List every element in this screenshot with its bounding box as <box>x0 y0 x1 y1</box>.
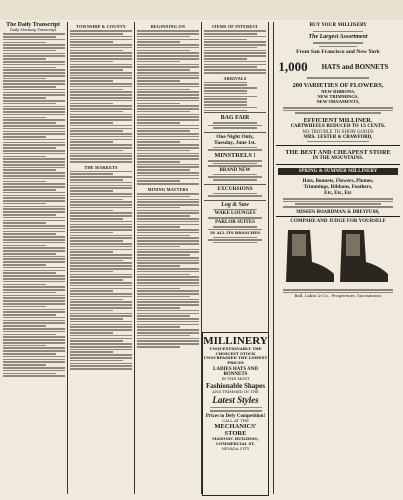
ad-cartwheels: CARTWHEELS REDUCED TO 15 CENTS. <box>290 122 386 128</box>
column-rule <box>273 22 274 494</box>
ad-address: MASONIC BUILDING, COMMERCIAL ST. <box>212 436 259 446</box>
column-heading: TOWNSHIP & COUNTY <box>76 24 126 29</box>
ad-trimmings-list: Trimmings, Ribbons, Feathers, <box>303 184 373 191</box>
ad-trimmings: NEW TRIMMINGS, <box>317 93 359 99</box>
millinery-ad <box>202 332 269 496</box>
ad-tagline-2: UNSURPASSED THE LOWEST PRICES <box>203 355 268 365</box>
ad-prices: Prices to Defy Competition! <box>205 413 266 419</box>
ad-ladies: LADIES HATS AND BONNETS <box>213 367 258 378</box>
ad-fashionable: Fashionable Shapes <box>206 381 265 390</box>
ads-column <box>276 22 400 494</box>
tuesday: Tuesday, June 1st. <box>214 139 256 146</box>
ad-varieties: 200 VARIETIES OF FLOWERS, <box>292 81 384 89</box>
log-saw: Log & Saw <box>221 201 249 208</box>
ad-latest: Latest Styles <box>212 394 259 405</box>
column-3 <box>137 22 199 494</box>
ad-city: NEVADA CITY <box>221 445 250 451</box>
ad-spring-banner <box>278 168 398 175</box>
column-heading: ARRIVALS <box>223 75 247 81</box>
shoe-illustration <box>276 226 400 288</box>
ad-etc: Etc, Etc, Etc <box>324 190 352 197</box>
column-1 <box>3 22 65 494</box>
ad-from-sf: From San Francisco and New York <box>296 49 380 56</box>
ad-most: IN THE MOST <box>221 376 250 382</box>
ad-no-trouble: NO TROUBLE TO SHOW GOODS <box>302 129 374 135</box>
bag-fair: BAG FAIR <box>220 115 250 121</box>
page-margin <box>0 0 403 20</box>
column-heading: BEGINNING ON <box>150 24 186 29</box>
ad-largest: The Largest Assortment <box>308 34 368 41</box>
excursions: EXCURSIONS <box>217 185 253 192</box>
ad-store: MECHANICS' STORE <box>214 423 257 438</box>
ornaments-note: IN ALL ITS BRANCHES <box>210 230 260 236</box>
ad-buy: BUY YOUR MILLINERY <box>309 23 367 28</box>
ad-tagline: UNQUESTIONABLY THE CHOICEST STOCK <box>209 346 262 356</box>
column-heading: THE MARKETS <box>84 164 118 170</box>
wake-lounges: WAKE LOUNGES <box>214 211 256 217</box>
ad-ornaments: NEW ORNAMENTS, <box>316 98 360 104</box>
ad-footer: Ball, Lakin & Co., Proprietors, Sacramento <box>294 293 382 299</box>
column-rule <box>67 22 68 494</box>
column-2 <box>70 22 132 494</box>
ad-compare: COMPARE AND JUDGE FOR YOURSELF <box>290 219 386 225</box>
ad-big-number: 1,000 <box>278 59 308 75</box>
ad-bonnet: MISSES BOARDMAN & DREYFUSS, <box>296 208 380 214</box>
ad-hats-bonnets: HATS and BONNETS <box>321 63 389 72</box>
entertainment-column <box>204 112 266 330</box>
ad-efficient: EFFICIENT MILLINER. <box>303 116 373 124</box>
ad-ribbons: NEW RIBBONS, <box>321 88 355 94</box>
ad-spring: SPRING & SUMMER MILLINERY <box>298 169 378 175</box>
ad-mrs: MRS. LESTER & CRAWFORD, <box>303 133 373 139</box>
parlor-suites: PARLOR SUITES <box>215 219 255 225</box>
column-rule <box>134 22 135 494</box>
masthead <box>3 22 63 32</box>
minstrels: MINSTRELS ! <box>214 151 256 159</box>
ad-trimmed: AND TRIMMED IN THE <box>212 388 259 394</box>
column-heading: MINING MATTERS <box>147 186 189 192</box>
column-heading: ITEMS OF INTEREST <box>212 24 258 29</box>
ad-best: THE BEST AND CHEAPEST STORE <box>285 149 391 157</box>
ad-call: CALL AT THE <box>222 417 249 423</box>
boots-icon <box>276 226 400 288</box>
brand-new: BRAND NEW <box>219 167 251 173</box>
masthead-title: The Daily Transcript <box>6 22 60 28</box>
one-night: One Night Only, <box>216 133 254 140</box>
millinery-title: MILLINERY <box>203 335 268 347</box>
ad-mountains: IN THE MOUNTAINS. <box>312 156 364 162</box>
ad-hats-list: Hats, Bonnets, Flowers, Plumes, <box>302 178 374 185</box>
masthead-subtitle: Daily Morning Transcript <box>9 28 57 32</box>
